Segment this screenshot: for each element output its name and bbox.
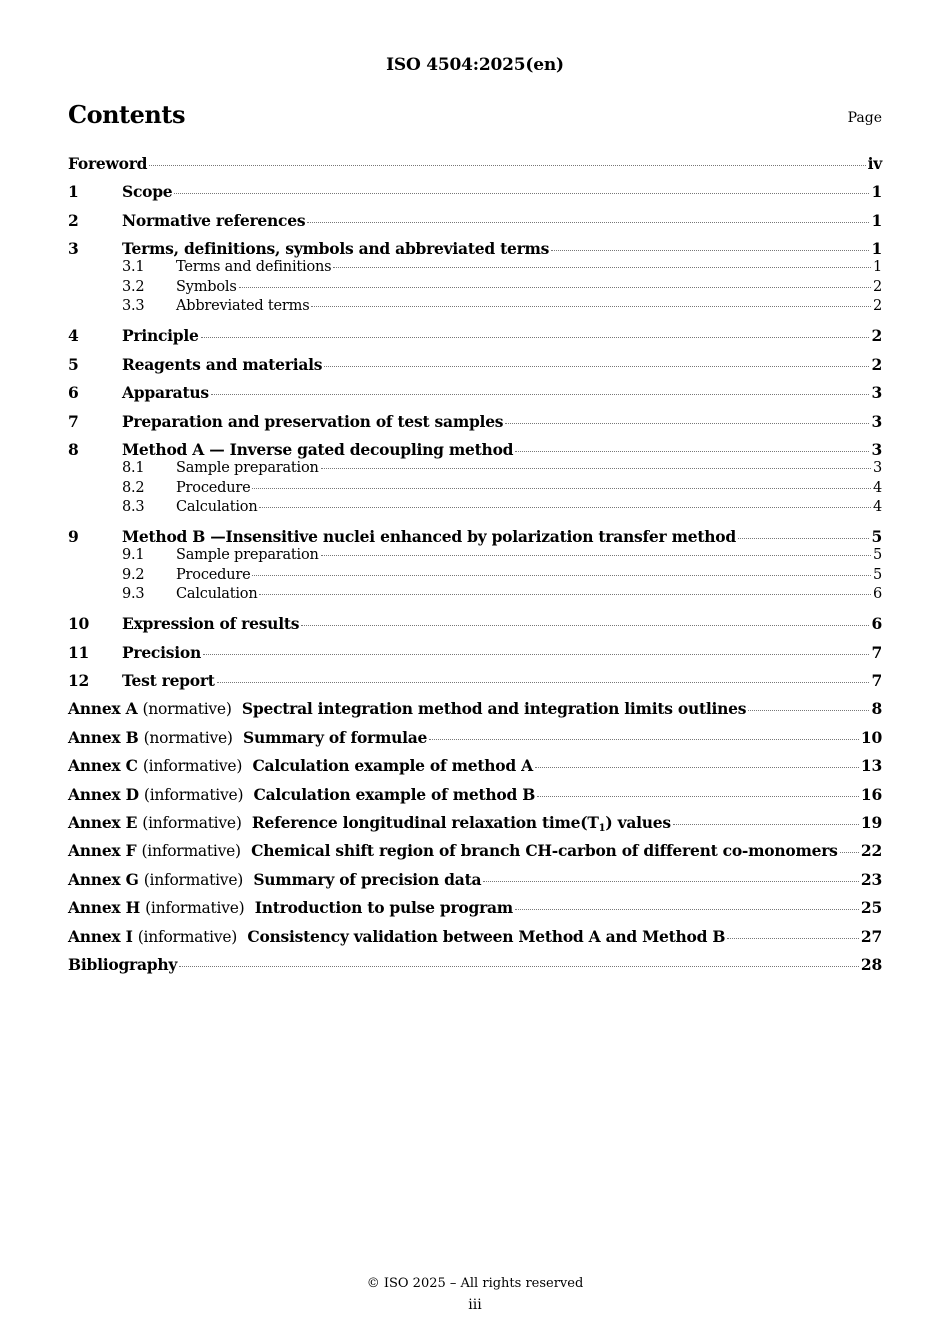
page-column-label: Page bbox=[847, 110, 882, 126]
annex-kind: (informative) bbox=[145, 899, 245, 918]
dot-leader bbox=[321, 468, 871, 469]
toc-entry-page: 4 bbox=[872, 479, 882, 496]
toc-entry-title: Terms and definitions bbox=[176, 259, 332, 276]
dot-leader bbox=[840, 852, 859, 853]
toc-entry-page: 7 bbox=[871, 642, 882, 662]
toc-entry-title: Expression of results bbox=[122, 614, 300, 634]
toc-entry-title: Symbols bbox=[176, 278, 237, 295]
annex-label: Annex B bbox=[68, 727, 139, 747]
annex-kind: (informative) bbox=[142, 813, 242, 832]
toc-entry-number: 9.1 bbox=[122, 547, 145, 564]
dot-leader bbox=[301, 625, 869, 626]
toc-entry-number: 10 bbox=[68, 614, 90, 634]
toc-entry-page: 23 bbox=[860, 869, 882, 889]
toc-entry-clause-5[interactable] bbox=[68, 355, 882, 374]
toc-entry-clause-4[interactable] bbox=[68, 326, 882, 345]
annex-title: Introduction to pulse program bbox=[254, 898, 513, 918]
toc-entry-clause-7[interactable] bbox=[68, 412, 882, 431]
annex-title: Consistency validation between Method A and Method B bbox=[247, 926, 726, 946]
toc-entry-annex-f[interactable] bbox=[68, 841, 882, 860]
toc-entry-title bbox=[68, 813, 671, 833]
toc-entry-annex-h[interactable] bbox=[68, 898, 882, 917]
toc-entry-page: 1 bbox=[871, 239, 882, 259]
toc-entry-number: 3 bbox=[68, 239, 79, 259]
annex-label: Annex H bbox=[68, 898, 140, 918]
toc-subentry-9-2[interactable] bbox=[68, 566, 882, 586]
toc-entry-number: 8.1 bbox=[122, 459, 145, 476]
copyright-footer: © ISO 2025 – All rights reserved bbox=[366, 1276, 584, 1291]
dot-leader bbox=[748, 710, 869, 711]
dot-leader bbox=[537, 796, 859, 797]
dot-leader bbox=[551, 250, 869, 251]
toc-subentry-9-3[interactable] bbox=[68, 585, 882, 605]
dot-leader bbox=[535, 767, 859, 768]
dot-leader bbox=[727, 938, 859, 939]
toc-subentry-8-3[interactable] bbox=[68, 498, 882, 518]
dot-leader bbox=[429, 739, 859, 740]
dot-leader bbox=[203, 654, 869, 655]
toc-entry-title bbox=[68, 785, 535, 805]
toc-entry-page: 16 bbox=[860, 784, 882, 804]
toc-entry-number: 9 bbox=[68, 527, 79, 547]
dot-leader bbox=[738, 538, 870, 539]
toc-entry-number: 3.3 bbox=[122, 298, 145, 315]
toc-entry-clause-12[interactable] bbox=[68, 671, 882, 690]
dot-leader bbox=[321, 555, 871, 556]
document-id-header: ISO 4504:2025(en) bbox=[386, 55, 564, 75]
toc-entry-title bbox=[68, 898, 513, 918]
toc-subentry-3-1[interactable] bbox=[68, 258, 882, 278]
toc-entry-page: 1 bbox=[871, 210, 882, 230]
toc-entry-number: 1 bbox=[68, 182, 79, 202]
toc-subentry-3-2[interactable] bbox=[68, 278, 882, 298]
toc-entry-number: 2 bbox=[68, 210, 79, 230]
annex-label: Annex F bbox=[68, 841, 137, 861]
toc-entry-page: 25 bbox=[860, 898, 882, 918]
toc-entry-title bbox=[68, 927, 725, 947]
toc-entry-title: Apparatus bbox=[122, 383, 209, 403]
table-of-contents bbox=[68, 154, 882, 974]
annex-title: Summary of formulae bbox=[243, 727, 428, 747]
annex-title: Summary of precision data bbox=[253, 869, 482, 889]
toc-entry-page: 5 bbox=[871, 527, 882, 547]
annex-title: Calculation example of method B bbox=[253, 784, 536, 804]
dot-leader bbox=[673, 824, 859, 825]
toc-entry-page: 1 bbox=[871, 182, 882, 202]
toc-entry-title: Reagents and materials bbox=[122, 354, 323, 374]
dot-leader bbox=[311, 306, 871, 307]
dot-leader bbox=[217, 682, 870, 683]
dot-leader bbox=[483, 881, 859, 882]
toc-entry-clause-2[interactable] bbox=[68, 211, 882, 230]
toc-entry-page: 6 bbox=[871, 614, 882, 634]
toc-entry-page: 2 bbox=[871, 354, 882, 374]
toc-entry-title: Precision bbox=[122, 642, 201, 662]
toc-entry-title: Scope bbox=[122, 182, 173, 202]
annex-title-end: ) values bbox=[605, 812, 671, 832]
annex-title-main: Reference longitudinal relaxation time(T bbox=[251, 812, 599, 832]
toc-entry-title bbox=[68, 728, 427, 748]
annex-title: Chemical shift region of branch CH-carbon of different co-monomers bbox=[251, 841, 838, 861]
toc-entry-page: 1 bbox=[872, 259, 882, 276]
toc-entry-title: Normative references bbox=[122, 210, 306, 230]
toc-entry-title: Sample preparation bbox=[176, 547, 319, 564]
toc-entry-number: 5 bbox=[68, 354, 79, 374]
annex-label: Annex D bbox=[68, 784, 139, 804]
toc-entry-page: 7 bbox=[871, 671, 882, 691]
toc-entry-title bbox=[68, 756, 533, 776]
toc-entry-title: Bibliography bbox=[68, 954, 178, 974]
toc-entry-number: 12 bbox=[68, 671, 90, 691]
toc-entry-title: Sample preparation bbox=[176, 459, 319, 476]
toc-entry-title: Abbreviated terms bbox=[176, 298, 310, 315]
toc-subentry-8-1[interactable] bbox=[68, 459, 882, 479]
toc-entry-number: 8 bbox=[68, 439, 79, 459]
toc-entry-page: 19 bbox=[860, 812, 882, 832]
dot-leader bbox=[252, 575, 871, 576]
dot-leader bbox=[252, 488, 871, 489]
dot-leader bbox=[505, 423, 869, 424]
annex-label: Annex I bbox=[68, 926, 133, 946]
dot-leader bbox=[211, 394, 870, 395]
toc-entry-clause-11[interactable] bbox=[68, 643, 882, 662]
toc-entry-clause-1[interactable] bbox=[68, 182, 882, 201]
toc-entry-number: 8.2 bbox=[122, 479, 145, 496]
toc-subentry-8-2[interactable] bbox=[68, 479, 882, 499]
toc-entry-title: Procedure bbox=[176, 566, 251, 583]
toc-entry-page: 10 bbox=[860, 727, 882, 747]
annex-kind: (informative) bbox=[141, 842, 241, 861]
toc-entry-page: 2 bbox=[871, 326, 882, 346]
toc-entry-title: Procedure bbox=[176, 479, 251, 496]
toc-entry-page: 28 bbox=[860, 954, 882, 974]
toc-entry-number: 6 bbox=[68, 383, 79, 403]
toc-entry-page: 6 bbox=[872, 586, 882, 603]
toc-entry-title bbox=[68, 870, 481, 890]
dot-leader bbox=[179, 966, 859, 967]
toc-entry-page: iv bbox=[867, 154, 882, 173]
dot-leader bbox=[239, 287, 871, 288]
dot-leader bbox=[307, 222, 869, 223]
dot-leader bbox=[259, 594, 871, 595]
toc-entry-title: Principle bbox=[122, 326, 199, 346]
toc-entry-annex-a[interactable] bbox=[68, 699, 882, 718]
toc-entry-clause-10[interactable] bbox=[68, 614, 882, 633]
annex-title bbox=[252, 813, 671, 832]
dot-leader bbox=[515, 451, 869, 452]
annex-label: Annex C bbox=[68, 756, 138, 776]
toc-entry-number: 3.2 bbox=[122, 278, 145, 295]
toc-entry-annex-i[interactable] bbox=[68, 927, 882, 946]
toc-entry-number: 7 bbox=[68, 411, 79, 431]
dot-leader bbox=[149, 165, 865, 166]
toc-entry-page: 5 bbox=[872, 547, 882, 564]
toc-entry-title: Method A — Inverse gated decoupling method bbox=[122, 439, 514, 459]
toc-entry-clause-6[interactable] bbox=[68, 383, 882, 402]
annex-kind: (normative) bbox=[143, 728, 233, 747]
toc-entry-number: 8.3 bbox=[122, 499, 145, 516]
toc-entry-page: 22 bbox=[860, 841, 882, 861]
toc-entry-page: 3 bbox=[871, 411, 882, 431]
toc-entry-number: 9.3 bbox=[122, 586, 145, 603]
toc-entry-annex-g[interactable] bbox=[68, 870, 882, 889]
annex-kind: (informative) bbox=[142, 757, 243, 776]
toc-entry-number: 11 bbox=[68, 642, 90, 662]
toc-subentry-9-1[interactable] bbox=[68, 546, 882, 566]
toc-entry-page: 27 bbox=[860, 926, 882, 946]
annex-title: Spectral integration method and integration limits outlines bbox=[241, 699, 747, 719]
toc-entry-page: 5 bbox=[872, 566, 882, 583]
annex-title: Calculation example of method A bbox=[252, 756, 533, 776]
annex-kind: (informative) bbox=[137, 927, 238, 946]
toc-entry-bibliography[interactable] bbox=[68, 955, 882, 974]
toc-entry-page: 3 bbox=[871, 383, 882, 403]
toc-entry-annex-c[interactable] bbox=[68, 756, 882, 775]
dot-leader bbox=[174, 193, 869, 194]
dot-leader bbox=[201, 337, 870, 338]
subscript: 1 bbox=[598, 822, 606, 834]
annex-kind: (informative) bbox=[143, 785, 244, 804]
toc-entry-annex-d[interactable] bbox=[68, 785, 882, 804]
toc-entry-title: Test report bbox=[122, 671, 215, 691]
toc-entry-title: Method B —Insensitive nuclei enhanced by polarization transfer method bbox=[122, 527, 736, 547]
toc-entry-foreword[interactable] bbox=[68, 154, 882, 173]
toc-entry-page: 3 bbox=[871, 439, 882, 459]
annex-label: Annex G bbox=[68, 869, 139, 889]
toc-entry-clause-8[interactable] bbox=[68, 440, 882, 459]
toc-entry-page: 3 bbox=[872, 459, 882, 476]
toc-entry-page: 4 bbox=[872, 499, 882, 516]
toc-entry-page: 2 bbox=[872, 278, 882, 295]
toc-entry-clause-3[interactable] bbox=[68, 239, 882, 258]
dot-leader bbox=[259, 507, 871, 508]
page-number: iii bbox=[468, 1297, 482, 1313]
annex-label: Annex A bbox=[68, 699, 138, 719]
toc-entry-title bbox=[68, 841, 838, 861]
toc-entry-title bbox=[68, 699, 746, 719]
toc-entry-number: 4 bbox=[68, 326, 79, 346]
annex-kind: (normative) bbox=[142, 700, 232, 719]
annex-kind: (informative) bbox=[143, 870, 244, 889]
toc-entry-page: 2 bbox=[872, 298, 882, 315]
toc-subentry-3-3[interactable] bbox=[68, 297, 882, 317]
toc-entry-page: 8 bbox=[871, 699, 882, 719]
dot-leader bbox=[333, 267, 871, 268]
toc-entry-clause-9[interactable] bbox=[68, 527, 882, 546]
toc-entry-number: 9.2 bbox=[122, 566, 145, 583]
dot-leader bbox=[324, 366, 869, 367]
contents-heading: Contents bbox=[68, 100, 185, 129]
toc-entry-annex-b[interactable] bbox=[68, 728, 882, 747]
dot-leader bbox=[515, 909, 859, 910]
toc-entry-page: 13 bbox=[860, 756, 882, 776]
toc-entry-number: 3.1 bbox=[122, 259, 145, 276]
toc-entry-title: Preparation and preservation of test samples bbox=[122, 411, 504, 431]
toc-entry-title: Foreword bbox=[68, 154, 148, 173]
toc-entry-title: Calculation bbox=[176, 586, 258, 603]
toc-entry-title: Terms, definitions, symbols and abbreviated terms bbox=[122, 239, 550, 259]
annex-label: Annex E bbox=[68, 812, 138, 832]
toc-entry-annex-e[interactable] bbox=[68, 813, 882, 832]
toc-entry-title: Calculation bbox=[176, 499, 258, 516]
